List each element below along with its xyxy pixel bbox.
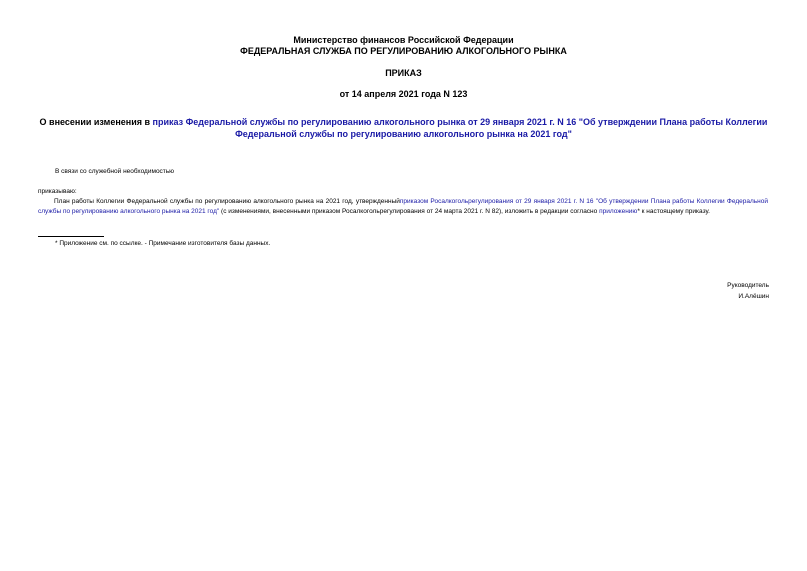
title-order-link[interactable]: приказ Федеральной службы по регулированию алкогольного рынка от 29 января 2021 г. N 16 "Об утверждении Плана работы Коллегии Федеральной службы по регулированию алкогольного рынка на 2021 год" <box>152 117 768 139</box>
order-16-link[interactable]: приказом Росалкогольрегулирования от 29 января 2021 г. N 16 "Об утверждении Плана работы Коллегии Федеральной службы по регулированию алкогольного рынка на 2021 год" <box>38 198 768 215</box>
ministry-name: Министерство финансов Российской Федерации <box>293 35 514 45</box>
appendix-link[interactable]: приложению <box>599 207 638 215</box>
signature-position: Руководитель <box>727 282 769 289</box>
paragraph-start: План работы Коллегии Федеральной службы по регулированию алкогольного рынка на 2021 год, утвержденный <box>54 198 400 205</box>
footnote-text: * Приложение см. по ссылке. - Примечание изготовителя базы данных. <box>55 240 271 247</box>
main-paragraph <box>38 197 768 217</box>
intro-text: В связи со служебной необходимостью <box>55 168 175 175</box>
document-type: ПРИКАЗ <box>385 68 422 78</box>
paragraph-middle: (с изменениями, внесенными приказом Росалкогольрегулирования от 24 марта 2021 г. N 82), изложить в редакции согласно <box>219 207 600 215</box>
document-title <box>30 116 777 140</box>
document-date-number: от 14 апреля 2021 года N 123 <box>339 89 468 99</box>
service-name: ФЕДЕРАЛЬНАЯ СЛУЖБА ПО РЕГУЛИРОВАНИЮ АЛКОГОЛЬНОГО РЫНКА <box>240 46 567 56</box>
signature-name: И.Алёшин <box>738 293 769 300</box>
order-word: приказываю: <box>38 188 77 195</box>
footnote-divider <box>38 236 104 237</box>
title-prefix: О внесении изменения в <box>39 117 153 127</box>
paragraph-end: * к настоящему приказу. <box>637 207 710 215</box>
